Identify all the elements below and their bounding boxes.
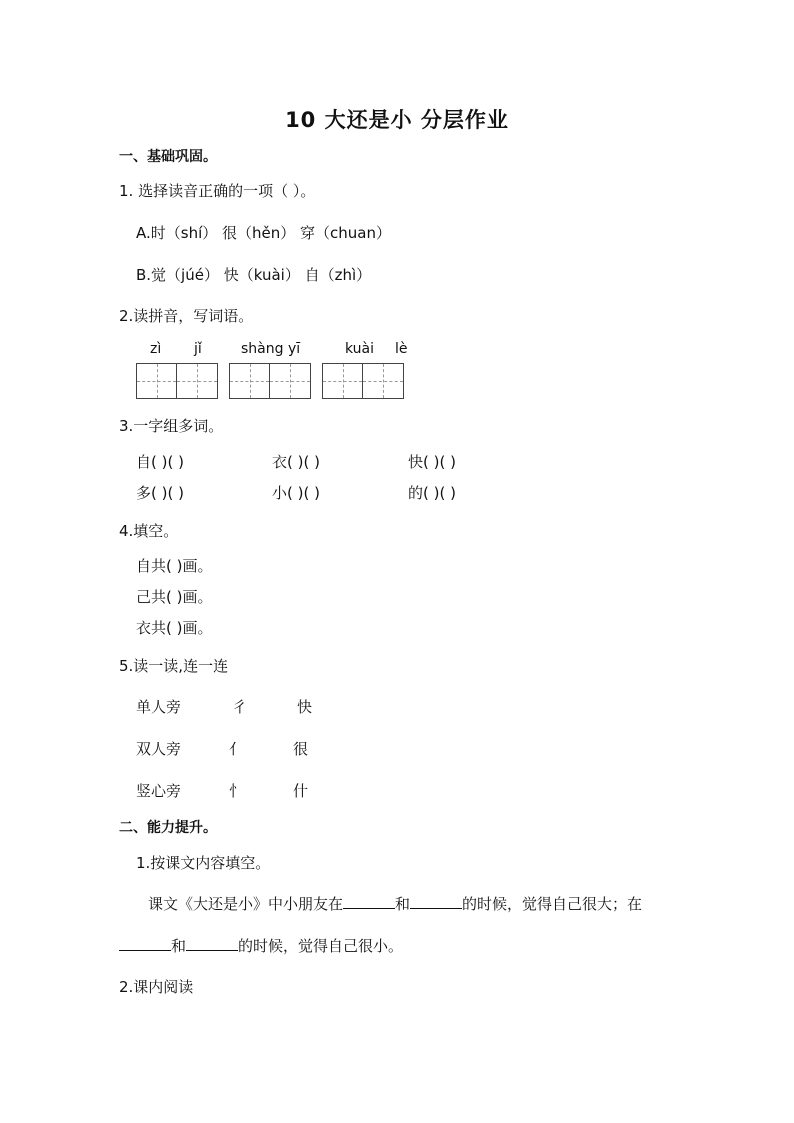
writing-cell[interactable] xyxy=(323,364,363,398)
fill-in-line-2 xyxy=(119,935,403,956)
fill-text-2c: 的时候，觉得自己很小。 xyxy=(238,937,404,955)
radical-1: 彳 xyxy=(232,698,248,716)
character-3: 什 xyxy=(293,782,309,800)
question-1-prompt: 1. 选择读音正确的一项（ ）。 xyxy=(119,182,316,200)
section-heading-ability: 二、能力提升。 xyxy=(119,820,217,836)
radical-name-2: 双人旁 xyxy=(136,740,182,758)
question-1-option-a: A.时（shí） 很（hěn） 穿（chuan） xyxy=(136,224,391,242)
stroke-count-ji: 己共( )画。 xyxy=(136,588,213,606)
writing-cell[interactable] xyxy=(270,364,310,398)
pinyin-zi: zì xyxy=(150,341,162,357)
word-group-yi: 衣( )( ) xyxy=(272,453,320,471)
question-2-prompt: 2.读拼音，写词语。 xyxy=(119,307,254,325)
writing-cell[interactable] xyxy=(230,364,270,398)
answer-blank[interactable] xyxy=(119,936,171,951)
answer-blank[interactable] xyxy=(343,894,395,909)
word-group-zi: 自( )( ) xyxy=(136,453,184,471)
stroke-count-yi: 衣共( )画。 xyxy=(136,619,213,637)
word-group-xiao: 小( )( ) xyxy=(272,484,320,502)
question-3-prompt: 3.一字组多词。 xyxy=(119,417,224,435)
pinyin-kuai: kuài xyxy=(345,341,375,357)
character-1: 快 xyxy=(297,698,313,716)
stroke-count-zi: 自共( )画。 xyxy=(136,557,213,575)
pinyin-shang-yi: shàng yī xyxy=(241,341,301,357)
writing-cell[interactable] xyxy=(137,364,177,398)
writing-cell[interactable] xyxy=(363,364,403,398)
radical-2: 亻 xyxy=(229,740,245,758)
word-group-de: 的( )( ) xyxy=(408,484,456,502)
fill-text-1a: 课文《大还是小》中小朋友在 xyxy=(148,895,344,913)
writing-cell[interactable] xyxy=(177,364,217,398)
pinyin-le: lè xyxy=(395,341,408,357)
fill-text-1c: 的时候，觉得自己很大；在 xyxy=(462,895,643,913)
section2-question-1-prompt: 1.按课文内容填空。 xyxy=(136,854,271,872)
section2-question-2-prompt: 2.课内阅读 xyxy=(119,978,194,996)
radical-name-1: 单人旁 xyxy=(136,698,182,716)
section-heading-basic: 一、基础巩固。 xyxy=(119,149,217,165)
answer-blank[interactable] xyxy=(410,894,462,909)
question-5-prompt: 5.读一读,连一连 xyxy=(119,657,229,675)
fill-text-1b: 和 xyxy=(395,895,411,913)
pinyin-ji: jǐ xyxy=(194,341,202,357)
character-2: 很 xyxy=(293,740,309,758)
question-1-option-b: B.觉（júé） 快（kuài） 自（zhì） xyxy=(136,266,372,284)
radical-name-3: 竖心旁 xyxy=(136,782,182,800)
writing-grid-kuaile[interactable] xyxy=(322,363,404,399)
question-4-prompt: 4.填空。 xyxy=(119,522,179,540)
radical-3: 忄 xyxy=(229,782,245,800)
writing-grid-shangyi[interactable] xyxy=(229,363,311,399)
word-group-kuai: 快( )( ) xyxy=(408,453,456,471)
word-group-duo: 多( )( ) xyxy=(136,484,184,502)
fill-text-2b: 和 xyxy=(171,937,187,955)
writing-grid-ziji[interactable] xyxy=(136,363,218,399)
fill-in-line-1 xyxy=(148,893,642,914)
page-title: 10 大还是小 分层作业 xyxy=(285,108,509,132)
answer-blank[interactable] xyxy=(186,936,238,951)
